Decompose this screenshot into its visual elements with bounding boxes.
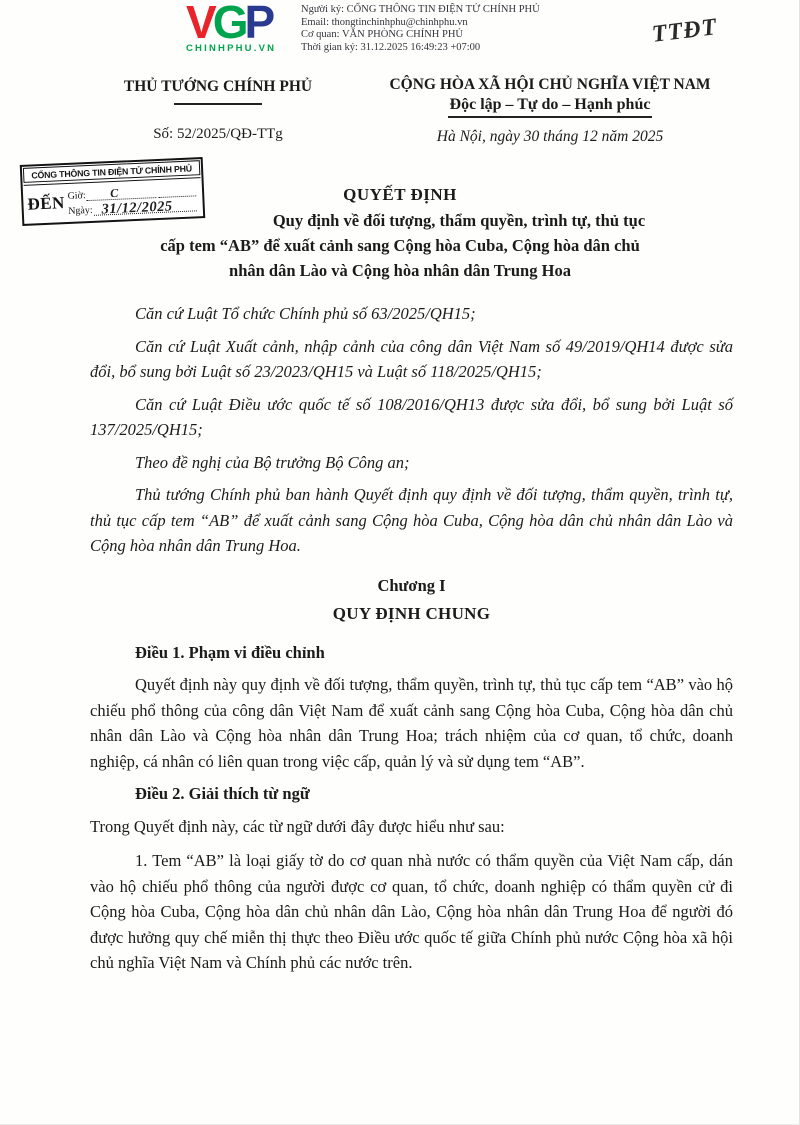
document-body (90, 301, 733, 983)
document-number: Số: 52/2025/QĐ-TTg (153, 126, 283, 142)
preamble-paragraph-4: Theo đề nghị của Bộ trưởng Bộ Công an; (135, 452, 410, 472)
subject-line-1: Quy định về đối tượng, thẩm quyền, trình tự, thủ tục (272, 211, 646, 230)
handwritten-note: TTĐT (650, 14, 719, 48)
article-1-heading: Điều 1. Phạm vi điều chỉnh (135, 642, 325, 662)
stamp-hour-handwritten-value: C (109, 185, 119, 201)
article-2-heading: Điều 2. Giải thích từ ngữ (135, 784, 310, 803)
stamp-date-handwritten-value: 31/12/2025 (101, 198, 173, 218)
issuing-authority-block (82, 78, 354, 143)
logo-domain-text: CHINHPHU.VN (186, 43, 277, 54)
chapter-title: QUY ĐỊNH CHUNG (332, 604, 491, 623)
national-title: CỘNG HÒA XÃ HỘI CHỦ NGHĨA VIỆT NAM (389, 76, 711, 93)
chapter-heading-block (90, 573, 733, 627)
logo-letter-v: V (186, 0, 213, 48)
authority-divider (174, 103, 262, 105)
article-1-body: Quyết định này quy định về đối tượng, thẩm quyền, trình tự, thủ tục cấp tem “AB” vào hộ chiếu phổ thông của công dân Việt Nam để xuất cảnh sang Cộng hòa Cuba, Cộng hòa dân chủ nhân dân Lào và Cộng hòa nhân dân Trung Hoa; trách nhiệm của cơ quan, tổ chức, doanh nghiệp, cá nhân có liên quan trong việc cấp, quản lý và sử dụng tem “AB”. (90, 675, 733, 771)
preamble-paragraph-2: Căn cứ Luật Xuất cảnh, nhập cảnh của công dân Việt Nam số 49/2019/QH14 được sửa đổi, bổ sung bởi Luật số 23/2023/QH15 và Luật số 118/2025/QH15; (90, 336, 733, 381)
digital-signature-block (301, 4, 581, 54)
issuing-authority: THỦ TƯỚNG CHÍNH PHỦ (123, 78, 313, 95)
signature-agency: Cơ quan: VĂN PHÒNG CHÍNH PHỦ (301, 29, 463, 41)
stamp-hour-label: Giờ: (67, 190, 86, 202)
signature-email: Email: thongtinchinhphu@chinhphu.vn (301, 16, 468, 28)
stamp-den-label: ĐẾN (27, 193, 66, 214)
place-and-date: Hà Nội, ngày 30 tháng 12 năm 2025 (436, 128, 664, 145)
vgp-logo (186, 2, 304, 54)
document-type: QUYẾT ĐỊNH (343, 185, 457, 204)
preamble-paragraph-5: Thủ tướng Chính phủ ban hành Quyết định quy định về đối tượng, thẩm quyền, trình tự, thủ tục cấp tem “AB” để xuất cảnh sang Cộng hòa Cuba, Cộng hòa dân chủ nhân dân Lào và Cộng hòa nhân dân Trung Hoa. (90, 485, 733, 555)
logo-letter-p: P (244, 0, 272, 48)
signature-time: Thời gian ký: 31.12.2025 16:49:23 +07:00 (301, 41, 481, 53)
national-header-block (345, 76, 755, 146)
national-motto: Độc lập – Tự do – Hạnh phúc (448, 95, 653, 118)
logo-letter-g: G (212, 0, 245, 48)
subject-line-2: cấp tem “AB” để xuất cảnh sang Cộng hòa Cuba, Cộng hòa dân chủ (160, 236, 640, 255)
vgp-logo-letters (186, 0, 304, 48)
article-2-intro: Trong Quyết định này, các từ ngữ dưới đây được hiểu như sau: (90, 816, 505, 836)
signature-signer: Người ký: CỔNG THÔNG TIN ĐIỆN TỬ CHÍNH PHỦ (301, 4, 540, 15)
stamp-organization: CỔNG THÔNG TIN ĐIỆN TỬ CHÍNH PHỦ (23, 160, 200, 183)
preamble-paragraph-3: Căn cứ Luật Điều ước quốc tế số 108/2016/QH13 được sửa đổi, bổ sung bởi Luật số 137/2025/QH15; (90, 394, 733, 439)
document-title-block (0, 185, 800, 283)
subject-line-3: nhân dân Lào và Cộng hòa nhân dân Trung Hoa (229, 261, 571, 280)
stamp-date-label: Ngày: (67, 204, 93, 217)
preamble-paragraph-1: Căn cứ Luật Tổ chức Chính phủ số 63/2025/QH15; (135, 304, 476, 323)
chapter-label: Chương I (377, 575, 446, 595)
article-2-item-1: 1. Tem “AB” là loại giấy tờ do cơ quan nhà nước có thẩm quyền của Việt Nam cấp, dán vào hộ chiếu phổ thông của người được cơ quan, tổ chức, doanh nghiệp có thẩm quyền cử đi Cộng hòa Cuba, Cộng hòa dân chủ nhân dân Lào, Cộng hòa nhân dân Trung Hoa để người đó được hưởng quy chế miễn thị thực theo Điều ước quốc tế giữa Chính phủ nước Cộng hòa xã hội chủ nghĩa Việt Nam và Chính phủ các nước trên. (90, 851, 733, 972)
